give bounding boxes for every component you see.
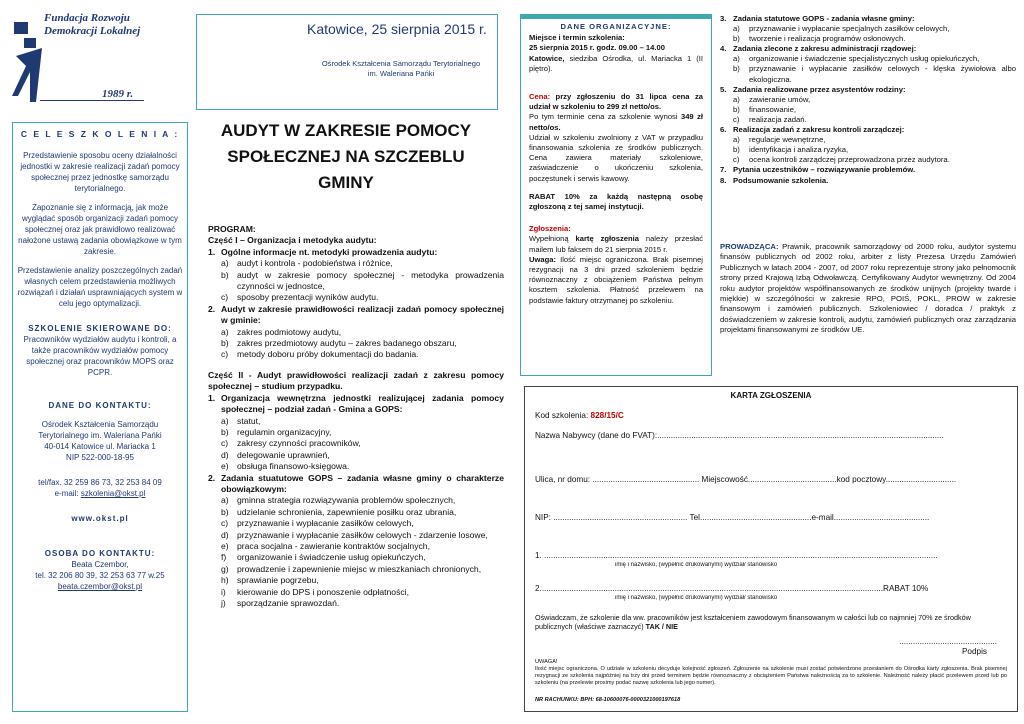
contact-org: Ośrodek Kształcenia Samorządu Terytorialnego im. Waleriana Pańki	[38, 420, 162, 440]
trainer-bio: PROWADZĄCA: Prawnik, pracownik samorządowy od 2000 roku, audytor systemu finansów publicznych od 2002 roku, arbiter z listy Prezesa Urzędu Zamówień Publicznych w latach 2004 - 2007, od 2007 roku reprezentuje strony jako pełnomocnik strony przed Krajową Izbą Odwoławczą. Certyfikowany Audytor wewnętrzny. Od 2004 roku audytor projektów współfinansowanych ze środków unijnych (projekty twarde i miękkie) w szczególności w zakresie RPO, POIŚ, POKL, PROW w zakresie finansowym i zamówień publicznych. Szkoleniowiec / doradca / praktyk z doświadczeniem w zakresie kontroli, audytu, zamówień publicznych oraz zarządzania projektami finansowanymi ze środków UE.	[720, 242, 1016, 335]
list-item: a) przyznawanie i wypłacanie specjalnych zasiłków celowych,	[733, 24, 950, 34]
list-item: 2. Audyt w zakresie prawidłowości realizacji zadań pomocy społecznej w gminie:	[208, 303, 504, 326]
list-item: b) zakres przedmiotowy audytu – zakres badanego obszaru,	[221, 338, 457, 349]
participant-1-field[interactable]: 1. .............................................................................................................................................................................	[535, 551, 938, 560]
discount-info: RABAT 10% za każdą następną osobę zgłoszoną z tej samej instytucji.	[529, 191, 703, 212]
list-item: g) prowadzenie i zapewnienie miejsc w mieszkaniach chronionych,	[221, 563, 482, 574]
funding-declaration: Oświadczam, że szkolenie dla ww. pracowników jest kształceniem zawodowym finansowanym w całości lub co najmniej 70% ze środków publicznych (właściwe zaznaczyć) TAK / NIE	[535, 613, 971, 631]
list-item: 3. Zadania statutowe GOPS - zadania własne gminy:	[720, 14, 915, 23]
audience-text: Pracowników wydziałów audytu i kontroli, a także pracowników wydziałów pomocy społecznej oraz pracowników MOPS oraz PCPR.	[23, 335, 177, 377]
cele-header: C E L E S Z K O L E N I A :	[20, 129, 180, 139]
contact-person-header: OSOBA DO KONTAKTU:	[44, 549, 156, 558]
list-item: 4. Zadania zlecone z zakresu administracji rządowej:	[720, 44, 917, 54]
registration-label: Zgłoszenia:	[529, 224, 571, 234]
list-item: c) sposoby prezentacji wyników audytu.	[221, 292, 379, 303]
form-title: KARTA ZGŁOSZENIA	[730, 391, 812, 400]
program-continuation	[720, 14, 1016, 186]
venue-address: Katowice, siedziba Ośrodka, ul. Mariacka 1 (II piętro).	[529, 53, 703, 73]
training-date: 25 sierpnia 2015 r. godz. 09.00 – 14.00	[529, 43, 665, 53]
registration-form	[524, 386, 1018, 712]
list-item: f) organizowanie i świadczenie usług opiekuńczych,	[221, 552, 426, 563]
course-code: Kod szkolenia: 828/15/C	[535, 411, 624, 420]
bank-account: NR RACHUNKU: BPH: 68-10600076-0000321000197618	[535, 697, 681, 703]
contact-person-name: Beata Czembor,	[71, 560, 129, 569]
part-2-heading: Część II - Audyt prawidłowości realizacji zadań z zakresu pomocy społecznej – studium przypadku.	[208, 369, 504, 392]
logo-divider	[40, 100, 144, 101]
list-item: 2. Zadania stuatutowe GOPS – zadania własne gminy o charakterze obowiązkowym:	[208, 472, 504, 494]
price-after: Po tym terminie cena za szkolenie wynosi 349 zł netto/os.	[529, 112, 704, 132]
participant-2-field[interactable]: 2.......................................................................................................................................................RABAT 10%	[535, 584, 929, 593]
list-item: 7. Pytania uczestników – rozwiązywanie problemów.	[720, 165, 916, 175]
participant-2-hint: imię i nazwisko, (wypełnić drukowanymi) wydział/ stanowisko	[615, 595, 778, 601]
contact-person-email[interactable]: beata.czembor@okst.pl	[57, 582, 143, 591]
org-header: DANE ORGANIZACYJNE:	[560, 22, 672, 31]
list-item: e) praca socjalna - zawieranie kontraktów socjalnych,	[221, 540, 430, 551]
price-info: Cena: przy zgłoszeniu do 31 lipca cena za udział w szkoleniu to 299 zł netto/os.	[529, 92, 703, 112]
list-item: c) ocena kontroli zarządczej przeprowadzona przez audytora.	[733, 155, 950, 165]
registration-text: Wypełnioną kartę zgłoszenia należy przesłać mailem lub faksem do 21 sierpnia 2015 r.	[529, 234, 703, 254]
city-date: Katowice, 25 sierpnia 2015 r.	[307, 21, 487, 37]
organizational-details-box	[520, 14, 712, 376]
list-item: d) delegowanie uprawnień,	[221, 449, 330, 460]
signature-line[interactable]: ...........................................	[899, 637, 997, 646]
left-info-panel	[12, 122, 188, 712]
list-item: a) audyt i kontrola - podobieństwa i różnice,	[221, 258, 393, 269]
list-item: b) tworzenie i realizacja programów osłonowych.	[733, 34, 906, 44]
list-item: b) udzielanie schronienia, zapewnienie posiłku oraz ubrania,	[221, 506, 457, 517]
list-item: c) metody doboru próby dokumentacji do badania.	[221, 349, 419, 360]
list-item: a) zakres podmiotowy audytu,	[221, 326, 342, 337]
contact-address: 40-014 Katowice ul. Mariacka 1	[44, 442, 156, 451]
website-link[interactable]: www.okst.pl	[71, 514, 129, 523]
list-item: d) przyznawanie i wypłacanie zasiłków celowych - zdarzenie losowe,	[221, 529, 488, 540]
nip-phone-email-field[interactable]: NIP: ........................................................... Tel.................................................e-mail..........................................	[535, 513, 930, 522]
list-item: a) zawieranie umów,	[733, 94, 811, 104]
buyer-name-field[interactable]: Nazwa Nabywcy (dane do FVAT):..............................................................................................................................	[535, 431, 944, 440]
venue-label: Miejsce i termin szkolenia:	[529, 33, 625, 43]
list-item: 6. Realizacja zadań z zakresu kontroli zarządczej:	[720, 125, 905, 135]
list-item: 8. Podsumowanie szkolenia.	[720, 175, 829, 185]
registration-note: Uwaga: Ilość miejsc ograniczona. Brak pisemnej rezygnacji na 3 dni przed szkoleniem będzie równoznaczny z obciążeniem Państwa pełnym kosztem szkolenia. Płatność przelewem na podstawie faktury otrzymanej po szkoleniu.	[529, 254, 703, 305]
program-section	[208, 224, 504, 609]
participant-1-hint: imię i nazwisko, (wypełnić drukowanymi) wydział/ stanowisko	[615, 562, 778, 568]
contact-person-phone: tel. 32 206 80 39, 32 253 63 77 w.25	[35, 571, 165, 580]
header-box	[196, 14, 498, 110]
address-field[interactable]: Ulica, nr domu: ............................................... Miejscowość.......................................kod pocztowy...............................	[535, 475, 957, 484]
header-organization: Ośrodek Kształcenia Samorządu Terytorialnego im. Waleriana Pańki	[321, 59, 481, 78]
list-item: c) realizacja zadań.	[733, 114, 807, 124]
list-item: a) organizowanie i świadczenie specjalistycznych usług opiekuńczych,	[733, 54, 980, 64]
list-item: b) przyznawanie i wypłacanie zasiłków celowych - klęska żywiołowa albo ekologiczna.	[733, 64, 1016, 84]
running-figure-icon	[12, 12, 46, 102]
contact-nip: NIP 522-000-18-95	[66, 453, 134, 462]
foundation-logo	[12, 8, 144, 108]
foundation-year: 1989 r.	[102, 88, 134, 100]
list-item: a) regulacje wewnętrzne,	[733, 135, 826, 145]
list-item: c) przyznawanie i wypłacanie zasiłków celowych,	[221, 518, 414, 529]
signature-label: Podpis	[961, 647, 987, 656]
list-item: b) finansowanie,	[733, 104, 797, 114]
contact-email-line: e-mail: szkolenia@okst.pl	[54, 489, 146, 498]
cele-paragraph: Przedstawienie analizy poszczególnych zadań własnych celem przedstawienia możliwych rozwiązań i działań usprawniających system w celu jego optymalizacji.	[17, 266, 183, 308]
list-item: 1. Ogólne informacje nt. metodyki prowadzenia audytu:	[208, 246, 438, 257]
list-item: e) obsługa finansowo-księgowa.	[221, 461, 350, 472]
foundation-name: Fundacja Rozwoju Demokracji Lokalnej	[44, 12, 141, 37]
list-item: b) audyt w zakresie pomocy społecznej - metodyka prowadzenia czynności w jednostce,	[221, 269, 504, 292]
list-item: a) statut,	[221, 415, 261, 426]
part-1-heading: Część I – Organizacja i metodyka audytu:	[208, 235, 377, 246]
cele-paragraph: Zapoznanie się z informacją, jak może wyglądać sposób organizacji zadań pomocy społecznej oraz jak prawidłowo realizować nałożone ustawą zadania obowiązkowe w tym zakresie.	[18, 203, 182, 256]
list-item: b) regulamin organizacyjny,	[221, 426, 332, 437]
list-item: 1. Organizacja wewnętrzna jednostki realizującej zadania pomocy społecznej – podział zadań - Gmina a GOPS:	[208, 392, 504, 415]
list-item: h) sprawianie pogrzebu,	[221, 575, 319, 586]
list-item: c) zakresy czynności pracowników,	[221, 438, 361, 449]
list-item: a) gminna strategia rozwiązywania problemów społecznych,	[221, 495, 456, 506]
list-item: 5. Zadania realizowane przez asystentów rodziny:	[720, 84, 906, 94]
yes-no-choice[interactable]: TAK / NIE	[643, 622, 678, 631]
contact-header: DANE DO KONTAKTU:	[48, 401, 152, 410]
list-item: j) sporządzanie sprawozdań.	[221, 598, 340, 608]
cele-paragraph: Przedstawienie sposobu oceny działalności jednostki w zakresie realizacji zadań pomocy społecznej przez jednostkę samorządu terytorialnego.	[20, 151, 180, 193]
list-item: b) identyfikacja i analiza ryzyka,	[733, 145, 849, 155]
price-details: Udział w szkoleniu zwolniony z VAT w przypadku finansowania szkolenia ze środków publicznych. Cena zawiera materiały szkoleniowe, zaświadczenie o ukończeniu szkolenia, poczęstunek i serwis kawowy.	[529, 132, 703, 183]
program-label: PROGRAM:	[208, 224, 256, 234]
list-item: i) kierowanie do DPS i ponoszenie odpłatności,	[221, 586, 409, 597]
contact-phone: tel/fax. 32 259 86 73, 32 253 84 09	[38, 478, 162, 487]
form-warning-heading: UWAGA!	[535, 659, 558, 665]
contact-email-link[interactable]: szkolenia@okst.pl	[80, 489, 146, 498]
audience-header: SZKOLENIE SKIEROWANE DO:	[28, 324, 172, 333]
document-title: AUDYT W ZAKRESIE POMOCY SPOŁECZNEJ NA SZCZEBLU GMINY	[220, 121, 472, 192]
form-warning-text: Ilość miejsc ograniczona. O udziale w szkoleniu decyduje kolejność zgłoszeń. Zgłoszenie na szkolenie musi zostać potwierdzone przesłaniem do Ośrodka karty zgłoszenia. Brak pisemnej rezygnacji ze szkolenia najpóźniej na trzy dni przed terminem będzie równoznaczny z obciążeniem Państwa należnością za to szkolenie. Należność należy płacić przelewem przed lub po szkoleniu (na przelewie prosimy podać nazwę szkolenia lub jego numer).	[535, 666, 1007, 686]
